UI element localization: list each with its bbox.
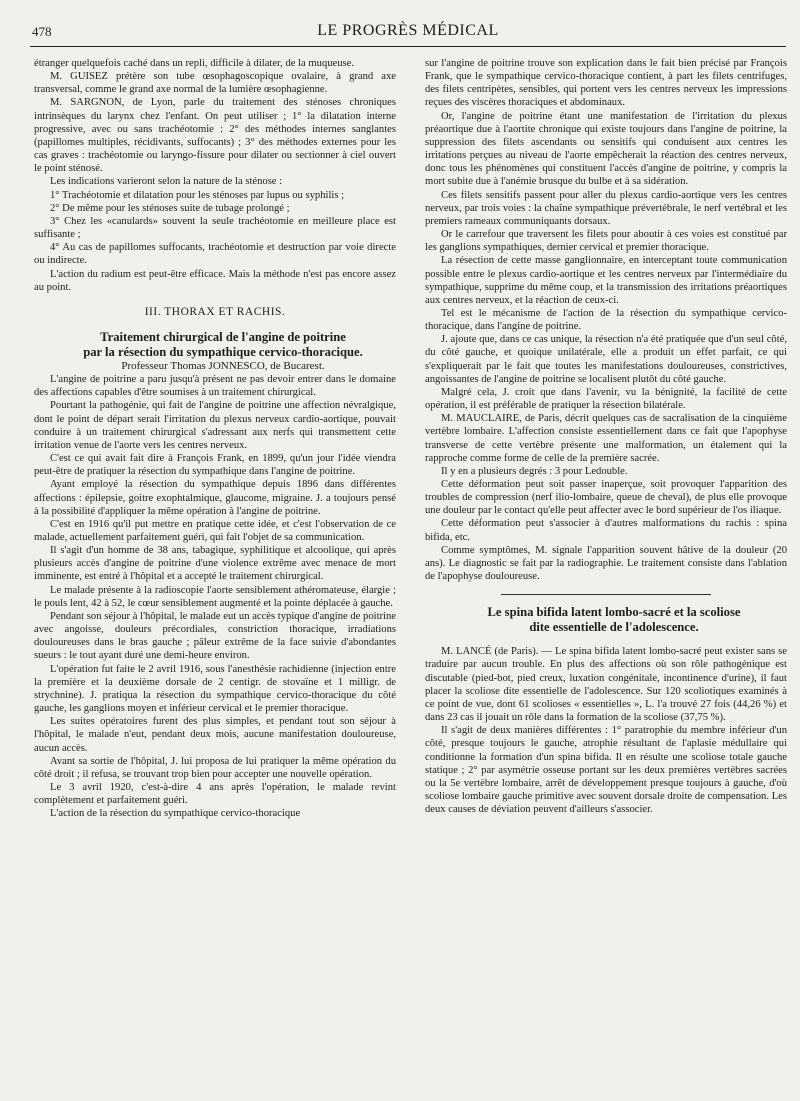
paragraph: Or le carrefour que traversent les filets pour aboutir à ces voies est constitué par les ganglions sympathiques, dernier cervical et premier thoracique. [425, 229, 787, 254]
paragraph: Pourtant la pathogénie, qui fait de l'angine de poitrine une affection névralgique, dont le point de départ serait l'irritation du plexus nerveux cardio-aortique, pouvait conduire à un traitement chirurgical s'adressant aux nerfs qui transmettent cette irritation venue de l'aorte vers les centres nerveux. [34, 400, 396, 451]
paragraph: Cette déformation peut s'associer à d'autres malformations du rachis : spina bifida, etc. [425, 518, 787, 543]
paragraph: 3° Chez les «canulards» souvent la seule trachéotomie en meilleure place est suffisante ; [34, 215, 396, 241]
paragraph: C'est en 1916 qu'il put mettre en pratique cette idée, et c'est l'observation de ce malade, actuellement parfaitement guéri, qui fait l'objet de sa communication. [34, 518, 396, 543]
page-number: 478 [32, 24, 52, 39]
paragraph: M. LANCÉ (de Paris). — Le spina bifida latent lombo-sacré peut exister sans se traduire par aucun trouble. En plus des affections où son rôle pathogénique est discutable (pied-bot, pied creux, luxation congénitale, incontinence d'urine), il faut placer la scoliose dite essentielle de l'adolescence. Sur 120 scoliotiques examinés à ce point de vue, dont 61 scolioses « essentielles », L. l'a trouvé 27 fois (44,26 %) et dans 23 cas il jouait un rôle dans la formation de la scoliose (37,75 %). [425, 646, 787, 724]
paragraph: Le malade présente à la radioscopie l'aorte sensiblement athéromateuse, élargie ; le pouls lent, 42 à 52, le cœur sensiblement augmenté et la pointe déplacée à gauche. [34, 584, 396, 609]
section-heading: III. THORAX ET RACHIS. [144, 305, 286, 318]
paragraph: Tel est le mécanisme de l'action de la résection du sympathique cervico-thoracique, dans l'angine de poitrine. [425, 307, 787, 333]
paragraph: Les suites opératoires furent des plus simples, et pendant tout son séjour à l'hôpital, le malade n'eut, pendant deux mois, aucune manifestation douloureuse, aucun accès. [34, 716, 396, 754]
paragraph: Cette déformation peut soit passer inaperçue, soit provoquer l'apparition des troubles de compression (nerf ilio-lombaire, queue de cheval), de plus elle provoque une douleur par le contact qu'elle peut affecter avec le bord supérieur de l'os iliaque. [425, 479, 787, 517]
paragraph: La résection de cette masse ganglionnaire, en interceptant toute communication possible entre le plexus cardio-aortique et les centres nerveux par l'intermédiaire du sympathique, supprime du même coup, et la transmission des irritations préaortiques aux centres nerveux, et la réaction de ceux-ci. [425, 255, 787, 306]
paragraph: M. SARGNON, de Lyon, parle du traitement des sténoses chroniques intrinsèques du larynx chez l'enfant. On peut utiliser ; 1° la dilatation interne progressive, avec ou sans trachéotomie : 2° des méthodes internes sanglantes (papillomes multiples, récidivants, suffocants) ; 3° des méthodes externes pour les cas graves : trachéotomie ou laryngo-fissure pour dilater ou sectionner à ciel ouvert le point sténosé. [34, 97, 396, 175]
paragraph: L'action de la résection du sympathique cervico-thoracique [50, 808, 301, 820]
article-title: Le spina bifida latent lombo-sacré et la scoliose [487, 605, 741, 620]
paragraph: Avant sa sortie de l'hôpital, J. lui proposa de lui pratiquer la même opération du côté droit ; il refusa, se trouvant trop bien pour accepter une nouvelle opération. [34, 755, 396, 780]
article-title-cont: par la résection du sympathique cervico-thoracique. [83, 344, 363, 359]
paragraph: L'action du radium est peut-être efficace. Mais la méthode n'est pas encore assez au point. [34, 268, 396, 293]
article-title: Traitement chirurgical de l'angine de poitrine [100, 329, 346, 344]
paragraph: J. ajoute que, dans ce cas unique, la résection n'a été pratiquée que d'un seul côté, du côté gauche, et quoique unilatérale, elle a produit un effet parfait, ce qui s'expliquerait par le fait que toutes les manifestations douloureuses, constrictives, angoissantes de l'angine de poitrine se localisent plutôt du côté gauche. [425, 334, 787, 385]
right-column [425, 57, 787, 816]
paragraph: Malgré cela, J. croit que dans l'avenir, vu la bénignité, la facilité de cette opération, il est préférable de pratiquer la résection bilatérale. [425, 386, 787, 412]
header-rule [30, 46, 786, 47]
paragraph: 1° Trachéotomie et dilatation pour les sténoses par lupus ou syphilis ; [50, 189, 345, 201]
paragraph: M. GUISEZ prétère son tube œsophagoscopique ovalaire, à grand axe transversal, comme le grand axe normal de la lumière œsophagienne. [34, 71, 396, 96]
paragraph: Il y en a plusieurs degrés : 3 pour Ledouble. [441, 465, 628, 477]
paragraph: étranger quelquefois caché dans un repli, difficile à dilater, de la muqueuse. [34, 58, 355, 69]
paragraph: L'angine de poitrine a paru jusqu'à présent ne pas devoir entrer dans le domaine des affections capables d'être soumises à un traitement chirurgical. [34, 374, 396, 399]
paragraph: Ayant employé la résection du sympathique depuis 1896 dans différentes affections : épilepsie, goitre exophtalmique, glaucome, migraine. J. a toujours pensé à la possibilité d'appliquer la même opération à l'angine de poitrine. [34, 479, 396, 517]
paragraph: 4° Au cas de papillomes suffocants, trachéotomie et destruction par voie directe ou indirecte. [34, 242, 396, 267]
page-header [30, 20, 786, 44]
left-column [34, 57, 396, 820]
journal-title: LE PROGRÈS MÉDICAL [317, 22, 499, 39]
spacer [425, 635, 787, 645]
paragraph: Comme symptômes, M. signale l'apparition souvent hâtive de la douleur (20 ans). Le diagnostic se fait par la radiographie. Le traitement consiste dans l'ablation de l'apophyse douloureuse. [425, 544, 787, 583]
paragraph: Le 3 avril 1920, c'est-à-dire 4 ans après l'opération, le malade revint complètement et parfaitement guéri. [34, 781, 396, 807]
paragraph: C'est ce qui avait fait dire à François Frank, en 1899, qu'un jour l'idée viendra peut-être de pratiquer la résection du sympathique dans l'angine de poitrine. [34, 453, 396, 478]
article-author: Professeur Thomas JONNESCO, de Bucarest. [121, 359, 325, 372]
article-separator [501, 594, 711, 595]
paragraph: Pendant son séjour à l'hôpital, le malade eut un accès typique d'angine de poitrine avec angoisse, douleurs précordiales, constriction thoracique, irradiations douloureuses dans le bras gauche ; pâleur extrême de la face suivie d'abondantes sueurs : le tout ayant duré une demi-heure environ. [34, 610, 396, 662]
paragraph: Il s'agit de deux manières différentes : 1° paratrophie du membre inférieur d'un côté, presque toujours le gauche, atrophie résultant de l'aplasie médullaire qui conditionne la formation d'un spina bifida. Il en résulte une scoliose totale gauche statique ; 2° par asymétrie osseuse portant sur les deux premières vertèbres sacrées ou la 5e vertèbre lombaire, arrêt de développement presque toujours à gauche, d'où scoliose lombaire gauche primitive avec souvent dorsale droite de compensation. Les deux causes de déviation peuvent d'ailleurs s'associer. [425, 725, 787, 816]
paragraph: Les indications varieront selon la nature de la sténose : [50, 176, 283, 188]
paragraph: Ces filets sensitifs passent pour aller du plexus cardio-aortique vers les centres nerveux, par trois voies : la chaîne sympathique prévertébrale, le nerf vertébral et les premiers rameaux communiquants dorsaux. [425, 189, 787, 227]
paragraph: Or, l'angine de poitrine étant une manifestation de l'irritation du plexus préaortique due à l'aortite chronique qui existe toujours dans l'angine de poitrine, la suppression des filets ascendants ou sensitifs qui conduisent aux centres les irritations perçues au niveau de l'aorte empêcherait la réaction des centres nerveux, donc tous les phénomènes qui constituent l'accès d'angine de poitrine, y compris la mort subite due à l'anémie brusque du bulbe et à sa sidération. [425, 110, 787, 188]
paragraph: L'opération fut faite le 2 avril 1916, sous l'anesthésie rachidienne (injection entre la première et la deuxième dorsale de 2 centigr. de stovaïne et 1 milligr. de strychnine). J. pratiqua la résection du sympathique cervico-thoracique du côté gauche, les ganglions moyen et inférieur cervical et le premier thoracique. [34, 663, 396, 715]
paragraph: Il s'agit d'un homme de 38 ans, tabagique, syphilitique et alcoolique, qui après plusieurs accès d'angine de poitrine d'une violence extrême avec menace de mort imminente, est entré à l'hôpital et a accepté le traitement chirurgical. [34, 545, 396, 583]
paragraph: M. MAUCLAIRE, de Paris, décrit quelques cas de sacralisation de la cinquième vertèbre lombaire. L'affection consiste essentiellement dans ce fait que l'apophyse transverse de cette vertèbre présente une malformation, un étalement qui la rapproche comme forme de celle de la première sacrée. [425, 413, 787, 464]
paragraph: sur l'angine de poitrine trouve son explication dans le fait bien précisé par François Frank, que le sympathique cervico-thoracique contient, à part les filets centrifuges, des filets centripètes, sensibles, qui portent vers les centres nerveux les impressions reçues des viscères thoraciques et abdominaux. [425, 58, 787, 109]
article-title-cont: dite essentielle de l'adolescence. [529, 620, 699, 635]
paragraph: 2° De même pour les sténoses suite de tubage prolongé ; [50, 202, 290, 214]
